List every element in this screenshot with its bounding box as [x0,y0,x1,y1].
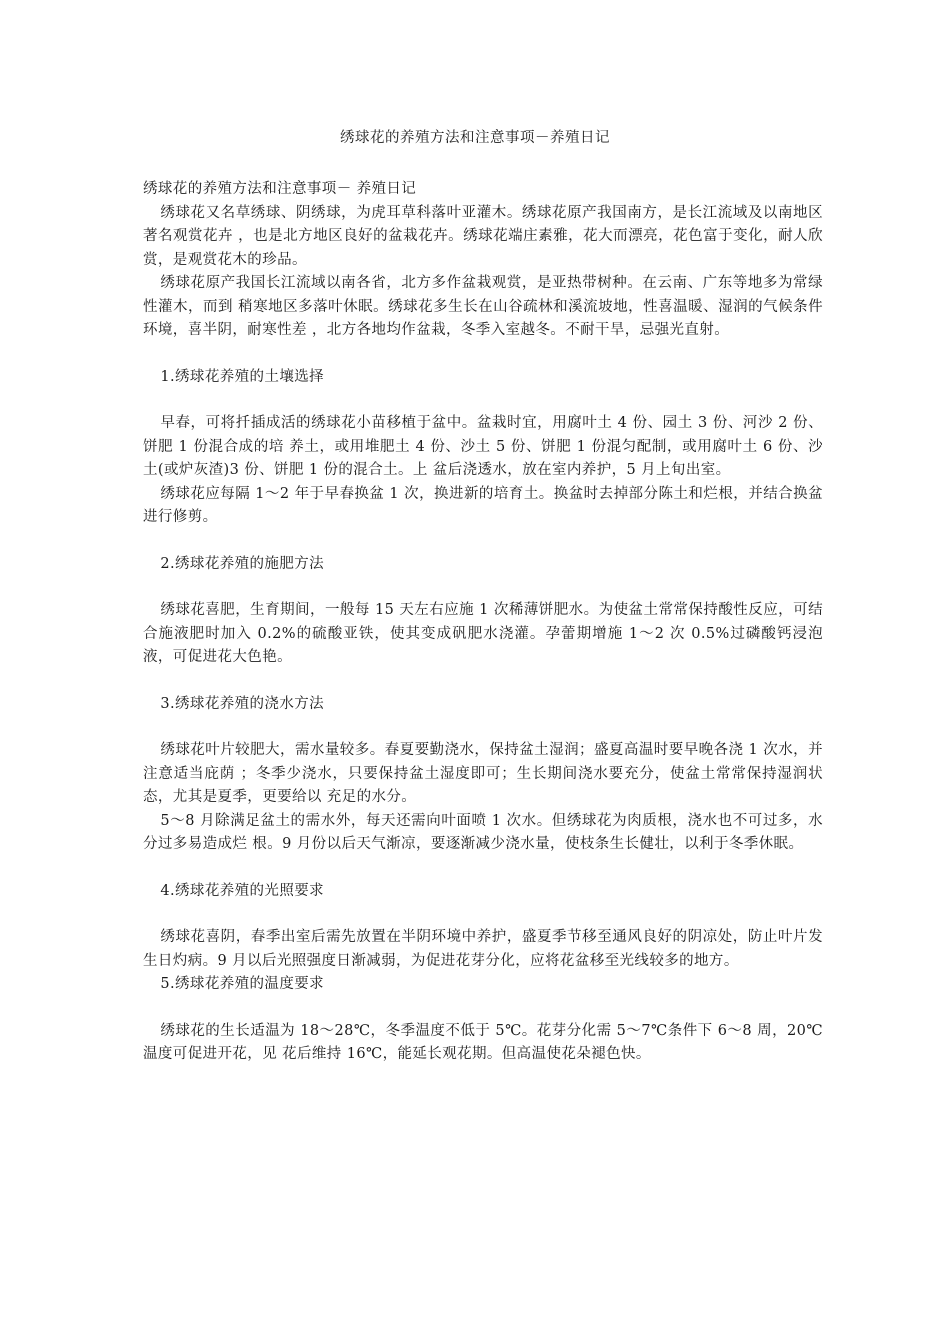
section-paragraph: 绣球花喜阴，春季出室后需先放置在半阴环境中养护，盛夏季节移至通风良好的阴凉处，防止叶片发生日灼病。9 月以后光照强度日渐减弱，为促进花芽分化，应将花盆移至光线较多的地方。 [143,929,823,969]
section-paragraph: 绣球花应每隔 1～2 年于早春换盆 1 次，换进新的培育土。换盆时去掉部分陈土和烂根，并结合换盆进行修剪。 [143,485,823,525]
section-paragraph: 早春，可将扦插成活的绣球花小苗移植于盆中。盆栽时宜，用腐叶土 4 份、园土 3 份、河沙 2 份、饼肥 1 份混合成的培 养土，或用堆肥土 4 份、沙土 5 份、饼肥 1 份混匀配制，或用腐叶土 6 份、沙土(或炉灰渣)3 份、饼肥 1 份的混合土。上 盆后浇透水，放在室内养护，5 月上旬出室。 [143,415,823,478]
section-paragraph: 绣球花喜肥，生育期间，一般每 15 天左右应施 1 次稀薄饼肥水。为使盆土常常保持酸性反应，可结合施液肥时加入 0.2%的硫酸亚铁，使其变成矾肥水浇灌。孕蕾期增施 1～2 次 0.5%过磷酸钙浸泡液，可促进花大色艳。 [143,602,823,665]
page-title: 绣球花的养殖方法和注意事项－养殖日记 [340,130,610,146]
section-heading-temperature: 5.绣球花养殖的温度要求 [160,976,325,992]
document-body [143,178,823,1067]
section-paragraph: 5～8 月除满足盆土的需水外，每天还需向叶面喷 1 次水。但绣球花为肉质根，浇水也不可过多，水分过多易造成烂 根。9 月份以后天气渐凉，要逐渐减少浇水量，使枝条生长健壮，以利于冬季休眠。 [143,812,823,852]
section-paragraph: 绣球花叶片较肥大，需水量较多。春夏要勤浇水，保持盆土湿润；盛夏高温时要早晚各浇 1 次水，并注意适当庇荫 ；冬季少浇水，只要保持盆土湿度即可；生长期间浇水要充分，使盆土常常保持湿润状态，尤其是夏季，更要给以 充足的水分。 [143,742,823,805]
intro-paragraph: 绣球花原产我国长江流域以南各省，北方多作盆栽观赏，是亚热带树种。在云南、广东等地多为常绿性灌木，而到 稍寒地区多落叶休眠。绣球花多生长在山谷疏林和溪流坡地，性喜温暖、湿润的气候条件环境，喜半阴，耐寒性差 ，北方各地均作盆栽，冬季入室越冬。不耐干旱，忌强光直射。 [143,275,823,338]
section-heading-fertilizer: 2.绣球花养殖的施肥方法 [160,555,325,572]
section-paragraph: 绣球花的生长适温为 18～28℃，冬季温度不低于 5℃。花芽分化需 5～7℃条件下 6～8 周，20℃温度可促进开花，见 花后维持 16℃，能延长观花期。但高温使花朵褪色快。 [143,1022,823,1062]
section-heading-soil: 1.绣球花养殖的土壤选择 [160,368,325,385]
intro-paragraph: 绣球花又名草绣球、阴绣球，为虎耳草科落叶亚灌木。绣球花原产我国南方，是长江流域及以南地区著名观赏花卉 ，也是北方地区良好的盆栽花卉。绣球花端庄素雅，花大而漂亮，花色富于变化，耐人欣赏，是观赏花木的珍品。 [143,204,823,268]
section-heading-light: 4.绣球花养殖的光照要求 [160,882,325,899]
document-subtitle: 绣球花的养殖方法和注意事项－ 养殖日记 [143,181,417,197]
section-heading-watering: 3.绣球花养殖的浇水方法 [160,695,325,712]
